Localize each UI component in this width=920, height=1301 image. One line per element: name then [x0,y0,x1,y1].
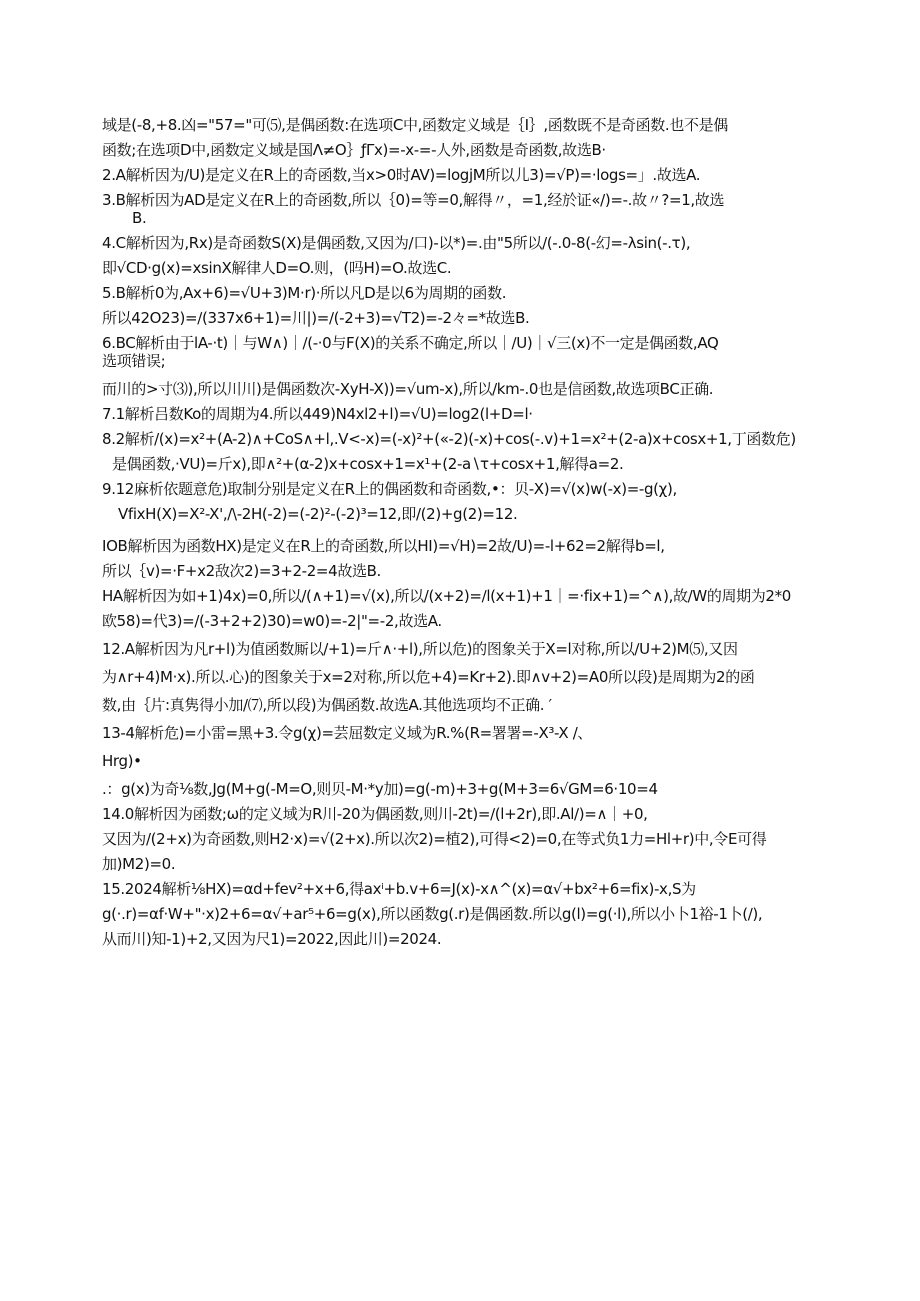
text-line: 选项错误; [102,352,166,370]
text-line: 2.A解析因为/U)是定义在R上的奇函数,当x>0时AV)=logjM所以儿3)=√P)=·logs=」.故选A. [102,166,701,184]
text-line: 欧58)=代3)=/(-3+2+2)30)=w0)=-2|"=-2,故选A. [102,612,442,630]
text-line: 数,由｛片:真隽得小加/⑺,所以段)为偶函数.故选A.其他选项均不正确. ′ [102,696,552,714]
text-line: .：g(x)为奇⅛数,Jg(M+g(-M=O,则贝-M·*y加)=g(-m)+3+g(M+3=6√GM=6·10=4 [102,780,658,798]
text-line: 13-4解析危)=小雷=黑+3.令g(χ)=芸屈数定义域为R.%(R=署署=-X³-X /、 [102,724,593,742]
text-line: 函数;在选项D中,函数定义域是国Λ≠O｝ƒΓx)=-x-=-人外,函数是奇函数,故选B· [102,141,606,159]
text-line: 而川的>寸⑶),所以川川)是偶函数次-XyH-X))=√um-x),所以/km-.0也是信函数,故选项BC正确. [102,380,714,398]
text-line: 域是(-8,+8.凶="57="可⑸,是偶函数:在选项C中,函数定义域是｛I｝,函数既不是奇函数.也不是偶 [102,116,728,134]
text-line: IOB解析因为函数HX)是定义在R上的奇函数,所以HI)=√H)=2故/U)=-l+62=2解得b=l, [102,537,665,555]
text-line: 3.B解析因为AD是定义在R上的奇函数,所以｛0)=等=0,解得〃，=1,经於证«/)=-.故〃?=1,故选 [102,191,725,209]
text-line: VfixH(X)=X²-X',∕\-2H(-2)=(-2)²-(-2)³=12,即/(2)+g(2)=12. [118,505,518,523]
text-line: 9.12麻析依题意危)取制分别是定义在R上的偶函数和奇函数,•：贝-X)=√(x)w(-x)=-g(χ), [102,480,677,498]
solutions-text-block [102,116,822,948]
text-line: 12.A解析因为凡r+l)为值函数厮以/+1)=斤∧·+l),所以危)的图象关于X=l对称,所以∕U+2)M⑸,又因 [102,640,738,658]
text-line: Hrg)• [102,752,142,770]
text-line: 8.2解析/(x)=x²+(A-2)∧+CoS∧+l,.V<-x)=(-x)²+(«-2)(-x)+cos(-.v)+1=x²+(2-a)x+cosx+1,丁函数危) [102,430,796,448]
text-line: 所以42O23)=∕(337x6+1)=川|)=∕(-2+3)=√T2)=-2々=*故选B. [102,309,530,327]
text-line: 又因为/(2+x)为奇函数,则H2·x)=√(2+x).所以次2)=植2),可得<2)=0,在等式负1力=Hl+r)中,令E可得 [102,830,767,848]
text-line: 15.2024解析⅛HX)=αd+fev²+x+6,得axⁱ+b.v+6=J(x)-x∧^(x)=α√+bx²+6=fix)-x,S为 [102,880,696,898]
text-line: 所以｛v)=·F+x2敌次2)=3+2-2=4故选B. [102,562,381,580]
text-line: 为∧r+4)M·x).所以.心)的图象关于x=2对称,所以危+4)=Kr+2).即∧v+2)=A0所以段)是周期为2的函 [102,668,755,686]
text-line: 加)M2)=0. [102,855,176,873]
text-line: 14.0解析因为函数;ω的定义域为R川-20为偶函数,则川-2t)=∕(l+2r),即.Al∕)=∧｜+0, [102,805,648,823]
text-line: 即√CD·g(x)=xsinX解律人D=O.则，(吗H)=O.故选C. [102,259,452,277]
text-line: 6.BC解析由于lA-·t)｜与W∧)｜∕(-·0与F(X)的关系不确定,所以｜∕U)｜√三(x)不一定是偶函数,AQ [102,334,719,352]
text-line: 从而川)知-1)+2,又因为尺1)=2022,因此川)=2024. [102,930,442,948]
text-line: HA解析因为如+1)4x)=0,所以/(∧+1)=√(x),所以/(x+2)=∕l(x+1)+1｜=·fix+1)=^∧),故/W的周期为2*0 [102,587,791,605]
text-line: B. [132,209,147,227]
text-line: 4.C解析因为,Rx)是奇函数S(X)是偶函数,又因为/口)-以*)=.由"5所以/(-.0-8(-幻=-λsin(-.τ), [102,234,691,252]
text-line: 是偶函数,·VU)=斤x),即∧²+(α-2)x+cosx+1=x¹+(2-a∖τ+cosx+1,解得a=2. [112,455,624,473]
text-line: 7.1解析吕数Ko的周期为4.所以449)N4xl2+l)=√U)=log2(l+D=l· [102,405,533,423]
text-line: 5.B解析0为,Ax+6)=√U+3)M·r)·所以凡D是以6为周期的函数. [102,284,507,302]
text-line: g(·.r)=αf·W+"·x)2+6=α√+ar⁵+6=g(x),所以函数g(.r)是偶函数.所以g(l)=g(·l),所以小卜1裕-1卜(/), [102,905,763,923]
